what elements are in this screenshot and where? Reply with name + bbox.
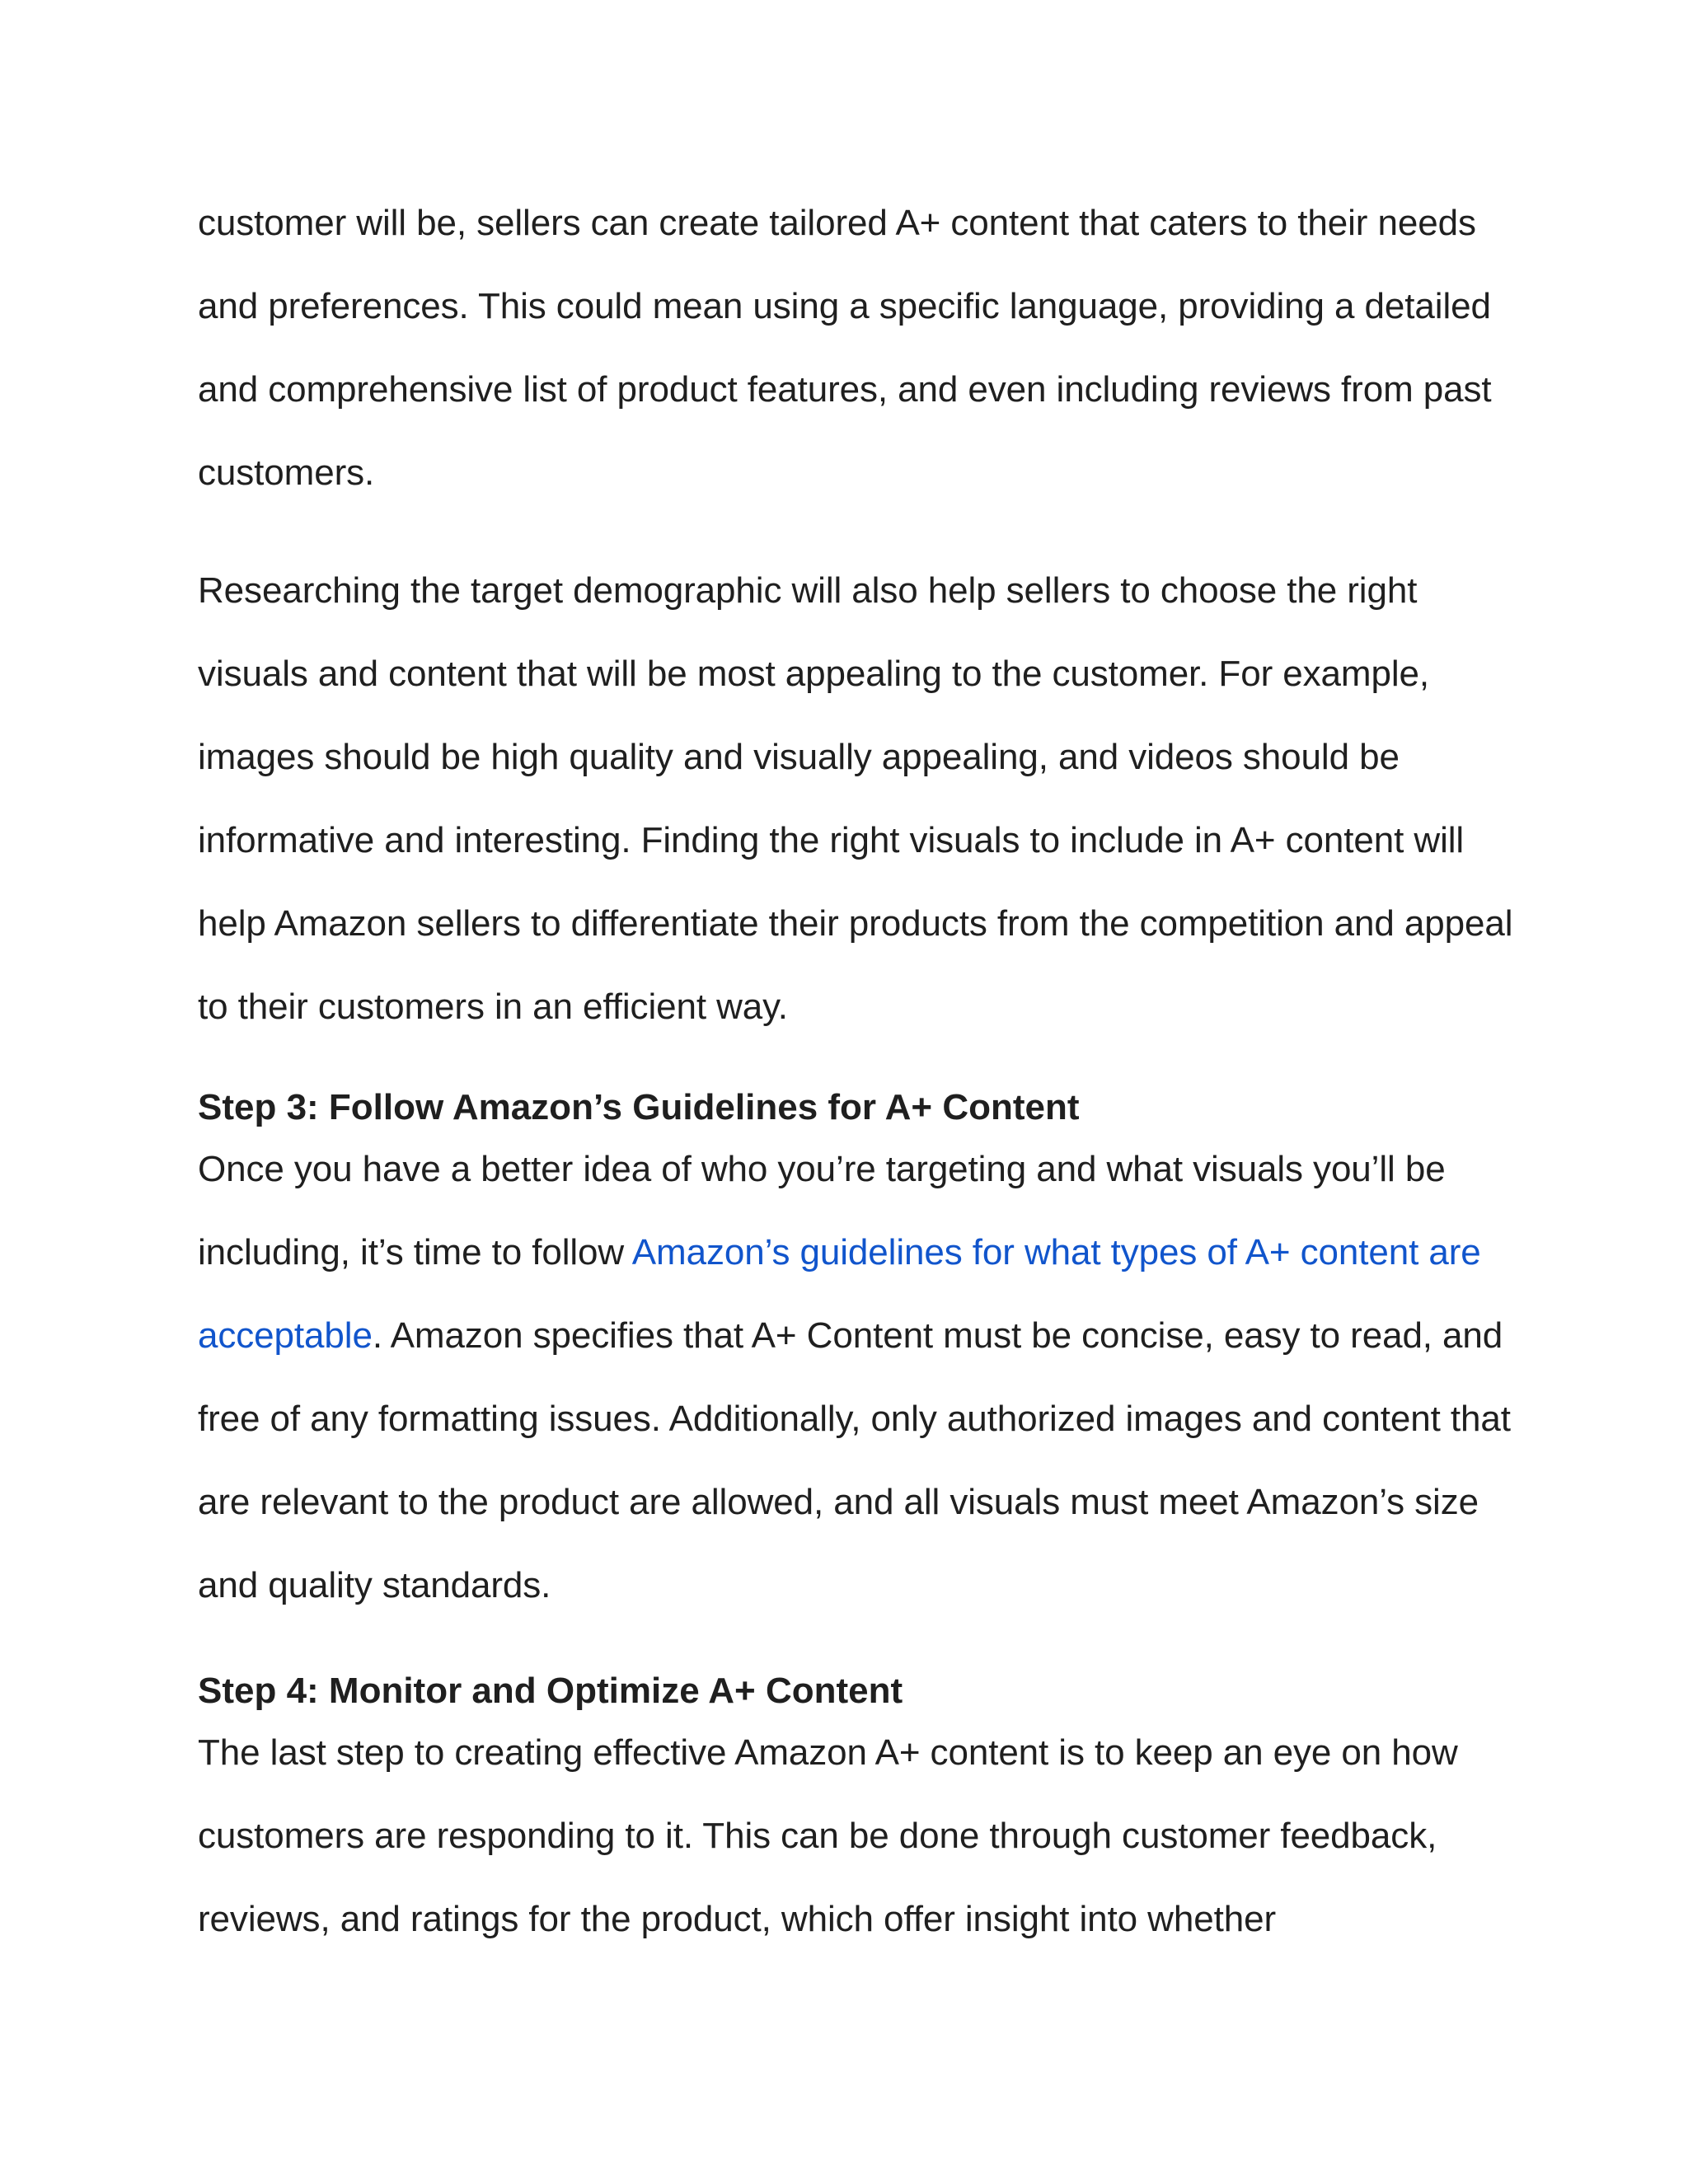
step-4-paragraph: The last step to creating effective Amazon A+ content is to keep an eye on how customers are responding to it. This can be done through customer feedback, reviews, and ratings for the product, which offer insight into whether	[198, 1732, 1458, 1939]
step-3-text-after-link: . Amazon specifies that A+ Content must be concise, easy to read, and free of any formatting issues. Additionally, only authorized images and content that are relevant to the product are allowed, and all visuals must meet Amazon’s size and quality standards.	[198, 1315, 1511, 1605]
document-page	[198, 181, 1517, 1966]
amazon-guidelines-link[interactable]: Amazon’s guidelines for what types of A+ content are acceptable	[198, 1232, 1481, 1356]
paragraph-target-demographic: Researching the target demographic will also help sellers to choose the right visuals and content that will be most appealing to the customer. For example, images should be high quality and visually appealing, and videos should be informative and interesting. Finding the right visuals to include in A+ content will help Amazon sellers to differentiate their products from the competition and appeal to their customers in an efficient way.	[198, 570, 1513, 1027]
step-3-paragraph	[198, 1127, 1517, 1627]
step-3-heading: Step 3: Follow Amazon’s Guidelines for A+ Content	[198, 1087, 1080, 1127]
paragraph-target-customer: customer will be, sellers can create tailored A+ content that caters to their needs and preferences. This could mean using a specific language, providing a detailed and comprehensive list of product features, and even including reviews from past customers.	[198, 203, 1492, 493]
step-3-text-before-link: Once you have a better idea of who you’re targeting and what visuals you’ll be including, it’s time to follow	[198, 1149, 1446, 1272]
step-4-heading: Step 4: Monitor and Optimize A+ Content	[198, 1671, 903, 1711]
